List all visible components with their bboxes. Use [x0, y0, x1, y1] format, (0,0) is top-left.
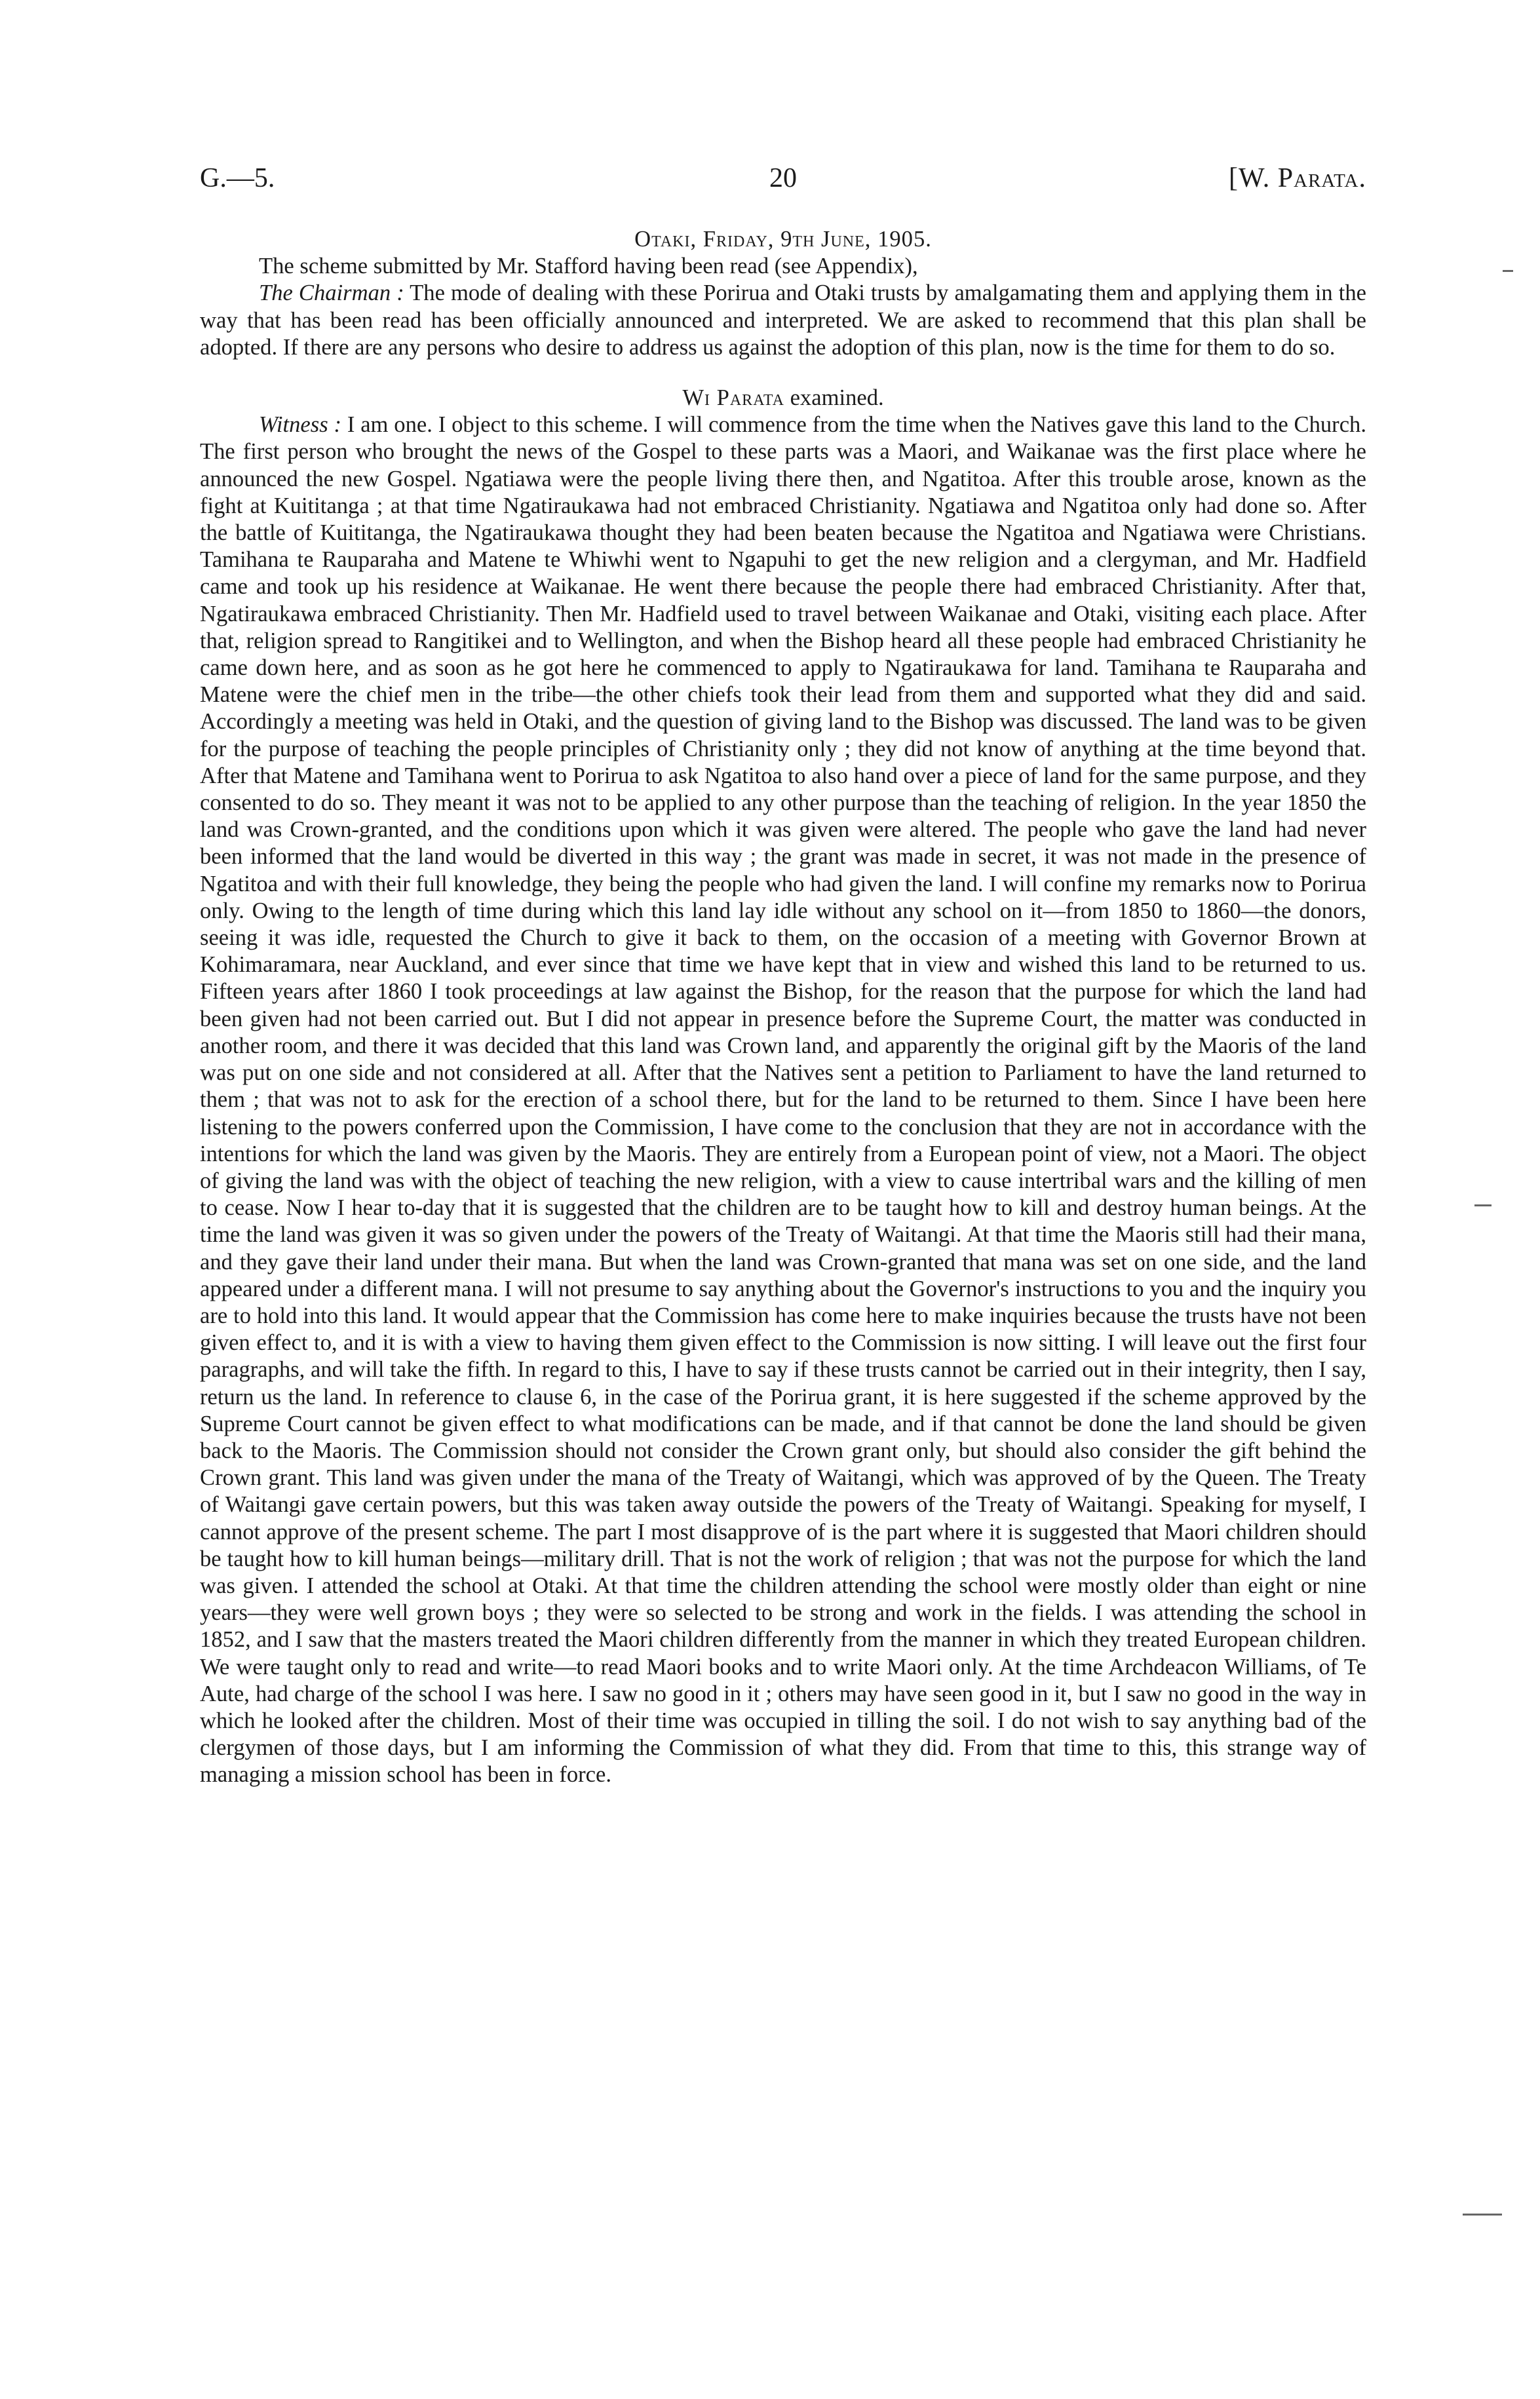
examination-label: examined.: [784, 385, 884, 411]
page-header: [200, 163, 1366, 202]
running-head: [W. Parata.: [1229, 163, 1366, 193]
dateline: Otaki, Friday, 9th June, 1905.: [634, 227, 932, 252]
examination-heading: [200, 385, 1366, 412]
witness-testimony: [200, 412, 1366, 1788]
witness-name: Wi Parata: [682, 385, 784, 411]
margin-mark-top-right: [1503, 270, 1513, 272]
margin-mark-mid-right: [1474, 1204, 1492, 1206]
intro-line: The scheme submitted by Mr. Stafford having been read (see Appendix),: [259, 254, 918, 279]
document-reference: G.—5.: [200, 163, 275, 193]
page-number: 20: [769, 163, 797, 193]
margin-mark-lower-right: [1463, 2214, 1502, 2216]
chairman-text: The mode of dealing with these Porirua and Otaki trusts by amalgamating them and applying them in the way that has been read has been officially announced and interpreted. We are asked to recommend that this plan shall be adopted. If there are any persons who desire to address us against the adoption of this plan, now is the time for them to do so.: [200, 280, 1366, 360]
chairman-statement: [200, 280, 1366, 361]
chairman-label: The Chairman :: [259, 280, 404, 306]
testimony-text: I am one. I object to this scheme. I will commence from the time when the Natives gave this land to the Church. The first person who brought the news of the Gospel to these parts was a Maori, and Waikanae was the first place where he announced the new Gospel. Ngatiawa were the people living there then, and Ngatitoa. After this trouble arose, known as the fight at Kuititanga ; at that time Ngatiraukawa had not embraced Christianity. Ngatiawa and Ngatitoa only had done so. After the battle of Kuititanga, the Ngatiraukawa thought they had been beaten because the Ngatitoa and Ngatiawa were Christians. Tamihana te Rauparaha and Matene te Whiwhi went to Ngapuhi to get the new religion and a clergyman, and Mr. Hadfield came and took up his residence at Waikanae. He went there because the people there had embraced Christianity. After that, Ngatiraukawa embraced Christianity. Then Mr. Hadfield used to travel between Waikanae and Otaki, visiting each place. After that, religion spread to Rangitikei and to Wellington, and when the Bishop heard all these people had embraced Christianity he came down here, and as soon as he got here he commenced to apply to Ngatiraukawa for land. Tamihana te Rauparaha and Matene were the chief men in the tribe—the other chiefs took their lead from them and supported what they did and said. Accordingly a meeting was held in Otaki, and the question of giving land to the Bishop was discussed. The land was to be given for the purpose of teaching the people principles of Christianity only ; they did not know of anything at the time beyond that. After that Matene and Tamihana went to Porirua to ask Ngatitoa to also hand over a piece of land for the same purpose, and they consented to do so. They meant it was not to be applied to any other purpose than the teaching of religion. In the year 1850 the land was Crown-granted, and the conditions upon which it was given were altered. The people who gave the land had never been informed that the land would be diverted in this way ; the grant was made in secret, it was not made in the presence of Ngatitoa and with their full knowledge, they being the people who had given the land. I will confine my remarks now to Porirua only. Owing to the length of time during which this land lay idle without any school on it—from 1850 to 1860—the donors, seeing it was idle, requested the Church to give it back to them, on the occasion of a meeting with Governor Brown at Kohimaramara, near Auckland, and ever since that time we have kept that in view and wished this land to be returned to us. Fifteen years after 1860 I took proceedings at law against the Bishop, for the reason that the purpose for which the land had been given had not been carried out. But I did not appear in presence before the Supreme Court, the matter was conducted in another room, and there it was decided that this land was Crown land, and apparently the original gift by the Maoris of the land was put on one side and not considered at all. After that the Natives sent a petition to Parliament to have the land returned to them ; that was not to ask for the erection of a school there, but for the land to be returned to them. Since I have been here listening to the powers conferred upon the Commission, I have come to the conclusion that they are not in accordance with the intentions for which the land was given by the Maoris. They are entirely from a European point of view, not a Maori. The object of giving the land was with the object of teaching the new religion, with a view to cause intertribal wars and the killing of men to cease. Now I hear to-day that it is suggested that the children are to be taught how to kill and destroy human beings. At the time the land was given it was so given under the powers of the Treaty of Waitangi. At that time the Maoris still had their mana, and they gave their land under their mana. But when the land was Crown-granted that mana was set on one side, and the land appeared under a different mana. I will not presume to say anything about the Governor's instructions to you and the inquiry you are to hold into this land. It would appear that the Commission has come here to make inquiries because the trusts have not been given effect to, and it is with a view to having them given effect to the Commission is now sitting. I will leave out the first four paragraphs, and will take the fifth. In regard to this, I have to say if these trusts cannot be carried out in their integrity, then I say, return us the land. In reference to clause 6, in the case of the Porirua grant, it is here suggested if the scheme approved by the Supreme Court cannot be given effect to what modifications can be made, and if that cannot be done the land should be given back to the Maoris. The Commission should not consider the Crown grant only, but should also consider the gift behind the Crown grant. This land was given under the mana of the Treaty of Waitangi, which was approved of by the Queen. The Treaty of Waitangi gave certain powers, but this was taken away outside the powers of the Treaty of Waitangi. Speaking for myself, I cannot approve of the present scheme. The part I most disapprove of is the part where it is suggested that Maori children should be taught how to kill human beings—military drill. That is not the work of religion ; that was not the purpose for which the land was given. I attended the school at Otaki. At that time the children attending the school were mostly older than eight or nine years—they were well grown boys ; they were so selected to be strong and work in the fields. I was attending the school in 1852, and I saw that the masters treated the Maori children differently from the manner in which they treated European children. We were taught only to read and write—to read Maori books and to write Maori only. At the time Archdeacon Williams, of Te Aute, had charge of the school I was here. I saw no good in it ; others may have seen good in it, but I saw no good in the way in which he looked after the children. Most of their time was occupied in tilling the soil. I do not wish to say anything bad of the clergymen of those days, but I am informing the Commission of what they did. From that time to this, this strange way of managing a mission school has been in force.: [200, 412, 1366, 1788]
witness-label: Witness :: [259, 412, 342, 438]
document-body: [200, 226, 1366, 1789]
